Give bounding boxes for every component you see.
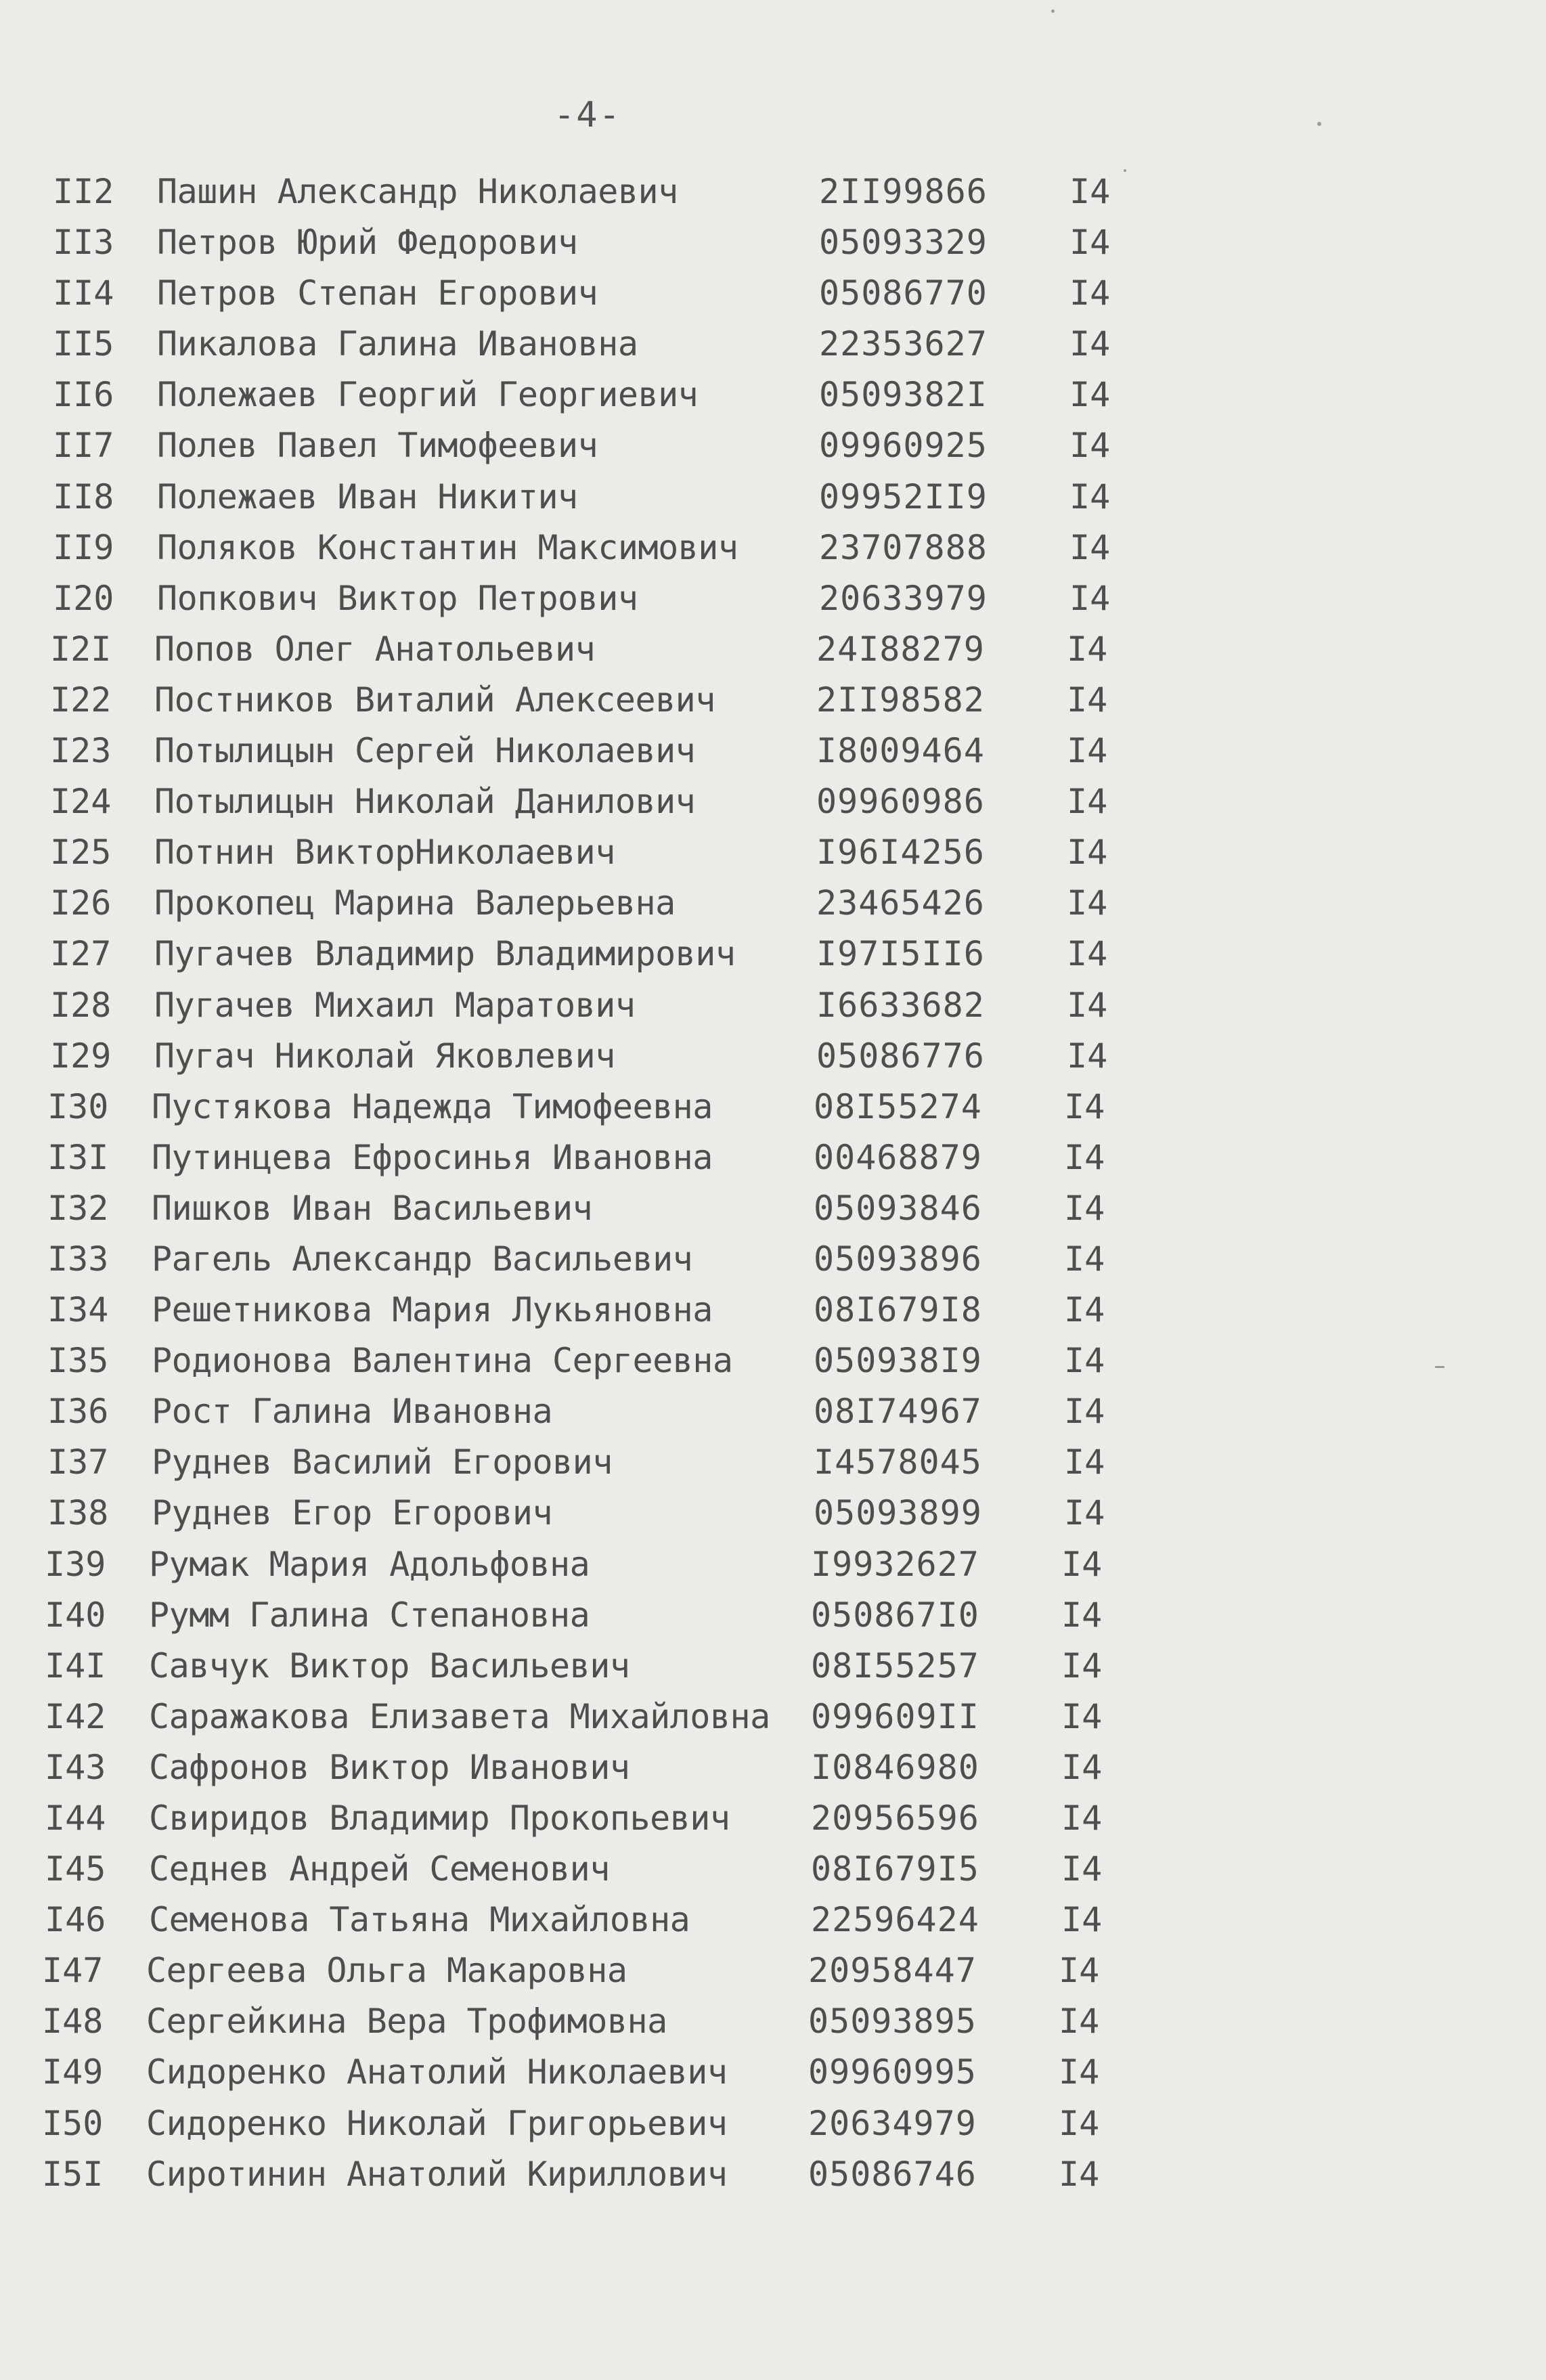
row-number: I44 xyxy=(45,1799,106,1838)
row-number: I22 xyxy=(50,680,112,720)
group-number: I4 xyxy=(1061,1799,1103,1838)
row-number: II7 xyxy=(53,426,114,466)
id-code: 08I55274 xyxy=(814,1086,982,1126)
row-number: I5I xyxy=(42,2154,104,2194)
list-row xyxy=(0,1996,1546,2047)
group-number: I4 xyxy=(1061,1544,1103,1584)
person-name: Полев Павел Тимофеевич xyxy=(157,426,598,466)
group-number: I4 xyxy=(1061,1646,1103,1685)
paper-speck xyxy=(1051,9,1055,13)
paper-speck xyxy=(1124,169,1126,172)
person-name: Пашин Александр Николаевич xyxy=(157,172,678,211)
row-number: I35 xyxy=(47,1341,109,1381)
group-number: I4 xyxy=(1067,731,1108,771)
list-row xyxy=(0,726,1546,776)
row-number: I2I xyxy=(50,629,112,669)
list-row xyxy=(0,1742,1546,1793)
id-code: 20633979 xyxy=(819,578,988,618)
list-row xyxy=(0,624,1546,675)
group-number: I4 xyxy=(1064,1392,1105,1432)
row-number: I30 xyxy=(47,1086,109,1126)
person-name: Прокопец Марина Валерьевна xyxy=(154,883,676,923)
row-number: I36 xyxy=(47,1392,109,1432)
person-name: Рост Галина Ивановна xyxy=(152,1392,553,1432)
row-number: I50 xyxy=(42,2103,104,2143)
id-code: 050938I9 xyxy=(814,1341,982,1381)
id-code: I6633682 xyxy=(816,985,985,1025)
id-code: 08I55257 xyxy=(811,1646,979,1685)
id-code: 20958447 xyxy=(808,1951,977,1991)
id-code: 23465426 xyxy=(816,883,985,923)
group-number: I4 xyxy=(1067,1036,1108,1076)
id-code: 05086770 xyxy=(819,273,988,313)
list-row xyxy=(0,827,1546,878)
id-code: 099609II xyxy=(811,1696,979,1736)
group-number: I4 xyxy=(1059,2154,1100,2194)
id-code: 20634979 xyxy=(808,2103,977,2143)
person-name: Савчук Виктор Васильевич xyxy=(149,1646,630,1685)
list-row xyxy=(0,523,1546,573)
person-name: Свиридов Владимир Прокопьевич xyxy=(149,1799,730,1838)
group-number: I4 xyxy=(1069,172,1111,211)
group-number: I4 xyxy=(1059,2002,1100,2042)
group-number: I4 xyxy=(1064,1188,1105,1228)
id-code: 08I679I8 xyxy=(814,1290,982,1330)
id-code: 050867I0 xyxy=(811,1595,979,1635)
list-row xyxy=(0,1132,1546,1183)
person-name: Румм Галина Степановна xyxy=(149,1595,590,1635)
id-code: 09960925 xyxy=(819,426,988,466)
group-number: I4 xyxy=(1067,883,1108,923)
person-name: Потылицын Николай Данилович xyxy=(154,782,696,822)
row-number: II8 xyxy=(53,477,114,516)
person-name: Пугачев Владимир Владимирович xyxy=(154,934,736,974)
person-name: Пишков Иван Васильевич xyxy=(152,1188,593,1228)
person-name: Седнев Андрей Семенович xyxy=(149,1849,610,1889)
list-row xyxy=(0,776,1546,827)
person-name: Саражакова Елизавета Михайловна xyxy=(149,1696,770,1736)
list-row xyxy=(0,1285,1546,1336)
person-name: Пустякова Надежда Тимофеевна xyxy=(152,1086,713,1126)
list-row xyxy=(0,1590,1546,1641)
group-number: I4 xyxy=(1069,477,1111,516)
row-number: I34 xyxy=(47,1290,109,1330)
list-row xyxy=(0,2098,1546,2149)
list-row xyxy=(0,1793,1546,1844)
group-number: I4 xyxy=(1067,782,1108,822)
group-number: I4 xyxy=(1064,1137,1105,1177)
row-number: I29 xyxy=(50,1036,112,1076)
person-name: Поляков Константин Максимович xyxy=(157,527,738,567)
list-row xyxy=(0,167,1546,217)
list-row xyxy=(0,929,1546,979)
list-row xyxy=(0,319,1546,370)
group-number: I4 xyxy=(1061,1849,1103,1889)
group-number: I4 xyxy=(1069,578,1111,618)
id-code: I96I4256 xyxy=(816,833,985,873)
group-number: I4 xyxy=(1064,1239,1105,1279)
group-number: I4 xyxy=(1061,1900,1103,1940)
row-number: I27 xyxy=(50,934,112,974)
row-number: I26 xyxy=(50,883,112,923)
person-name: Сидоренко Анатолий Николаевич xyxy=(146,2052,728,2092)
id-code: 24I88279 xyxy=(816,629,985,669)
row-number: II4 xyxy=(53,273,114,313)
list-row xyxy=(0,1539,1546,1590)
person-name: Сергеева Ольга Макаровна xyxy=(146,1951,627,1991)
id-code: 2II99866 xyxy=(819,172,988,211)
paper-speck xyxy=(1435,1366,1444,1368)
row-number: II5 xyxy=(53,324,114,364)
person-name: Пугачев Михаил Маратович xyxy=(154,985,636,1025)
list-row xyxy=(0,675,1546,726)
list-row xyxy=(0,1692,1546,1742)
row-number: I43 xyxy=(45,1747,106,1787)
group-number: I4 xyxy=(1061,1696,1103,1736)
id-code: I8009464 xyxy=(816,731,985,771)
row-number: I47 xyxy=(42,1951,104,1991)
person-name: Пугач Николай Яковлевич xyxy=(154,1036,615,1076)
row-number: I46 xyxy=(45,1900,106,1940)
group-number: I4 xyxy=(1067,629,1108,669)
group-number: I4 xyxy=(1067,985,1108,1025)
list-row xyxy=(0,1183,1546,1234)
page-number: -4- xyxy=(554,95,621,135)
id-code: 09960986 xyxy=(816,782,985,822)
list-row xyxy=(0,1641,1546,1692)
row-number: II2 xyxy=(53,172,114,211)
paper-speck xyxy=(1317,122,1321,126)
row-number: I28 xyxy=(50,985,112,1025)
person-name: Семенова Татьяна Михайловна xyxy=(149,1900,690,1940)
list-row xyxy=(0,1945,1546,1996)
list-row xyxy=(0,573,1546,624)
person-name: Петров Степан Егорович xyxy=(157,273,598,313)
person-name: Родионова Валентина Сергеевна xyxy=(152,1341,733,1381)
group-number: I4 xyxy=(1069,273,1111,313)
list-row xyxy=(0,1336,1546,1386)
list-row xyxy=(0,1082,1546,1132)
list-row xyxy=(0,217,1546,268)
person-name: Потнин ВикторНиколаевич xyxy=(154,833,615,873)
group-number: I4 xyxy=(1069,375,1111,415)
id-code: 05093329 xyxy=(819,223,988,263)
person-name: Сиротинин Анатолий Кириллович xyxy=(146,2154,728,2194)
list-row xyxy=(0,1234,1546,1285)
row-number: I20 xyxy=(53,578,114,618)
group-number: I4 xyxy=(1064,1341,1105,1381)
row-number: I38 xyxy=(47,1493,109,1533)
person-name: Сергейкина Вера Трофимовна xyxy=(146,2002,667,2042)
person-name: Руднев Василий Егорович xyxy=(152,1442,613,1482)
list-row xyxy=(0,1895,1546,1945)
id-code: I4578045 xyxy=(814,1442,982,1482)
row-number: II9 xyxy=(53,527,114,567)
list-row xyxy=(0,472,1546,523)
person-name: Попов Олег Анатольевич xyxy=(154,629,596,669)
id-code: 05086746 xyxy=(808,2154,977,2194)
list-row xyxy=(0,370,1546,420)
id-code: 08I679I5 xyxy=(811,1849,979,1889)
list-row xyxy=(0,1386,1546,1437)
list-row xyxy=(0,2149,1546,2200)
id-code: 23707888 xyxy=(819,527,988,567)
person-name: Рагель Александр Васильевич xyxy=(152,1239,693,1279)
group-number: I4 xyxy=(1067,680,1108,720)
row-number: I49 xyxy=(42,2052,104,2092)
person-name: Решетникова Мария Лукьяновна xyxy=(152,1290,713,1330)
group-number: I4 xyxy=(1069,426,1111,466)
list-row xyxy=(0,1488,1546,1539)
id-code: 08I74967 xyxy=(814,1392,982,1432)
group-number: I4 xyxy=(1067,934,1108,974)
id-code: 22353627 xyxy=(819,324,988,364)
row-number: I33 xyxy=(47,1239,109,1279)
person-name: Путинцева Ефросинья Ивановна xyxy=(152,1137,713,1177)
id-code: I9932627 xyxy=(811,1544,979,1584)
id-code: 05093899 xyxy=(814,1493,982,1533)
group-number: I4 xyxy=(1069,223,1111,263)
list-row xyxy=(0,268,1546,319)
person-name: Постников Виталий Алексеевич xyxy=(154,680,715,720)
person-name: Пикалова Галина Ивановна xyxy=(157,324,638,364)
group-number: I4 xyxy=(1064,1442,1105,1482)
list-row xyxy=(0,878,1546,929)
id-code: 09952II9 xyxy=(819,477,988,516)
list-row xyxy=(0,1437,1546,1488)
group-number: I4 xyxy=(1064,1290,1105,1330)
row-number: I48 xyxy=(42,2002,104,2042)
id-code: 0509382I xyxy=(819,375,988,415)
row-number: I37 xyxy=(47,1442,109,1482)
row-number: I39 xyxy=(45,1544,106,1584)
row-number: I4I xyxy=(45,1646,106,1685)
id-code: 05093896 xyxy=(814,1239,982,1279)
id-code: I0846980 xyxy=(811,1747,979,1787)
row-number: I24 xyxy=(50,782,112,822)
list-row xyxy=(0,1844,1546,1895)
id-code: 05086776 xyxy=(816,1036,985,1076)
row-number: I40 xyxy=(45,1595,106,1635)
row-number: I32 xyxy=(47,1188,109,1228)
group-number: I4 xyxy=(1064,1086,1105,1126)
row-number: I23 xyxy=(50,731,112,771)
person-name: Сидоренко Николай Григорьевич xyxy=(146,2103,728,2143)
id-code: I97I5II6 xyxy=(816,934,985,974)
row-number: I42 xyxy=(45,1696,106,1736)
row-number: I3I xyxy=(47,1137,109,1177)
row-number: II3 xyxy=(53,223,114,263)
person-name: Попкович Виктор Петрович xyxy=(157,578,638,618)
person-name: Руднев Егор Егорович xyxy=(152,1493,553,1533)
id-code: 22596424 xyxy=(811,1900,979,1940)
person-name: Полежаев Георгий Георгиевич xyxy=(157,375,699,415)
row-number: I45 xyxy=(45,1849,106,1889)
group-number: I4 xyxy=(1067,833,1108,873)
person-name: Потылицын Сергей Николаевич xyxy=(154,731,696,771)
group-number: I4 xyxy=(1069,324,1111,364)
id-code: 00468879 xyxy=(814,1137,982,1177)
group-number: I4 xyxy=(1061,1595,1103,1635)
name-list xyxy=(0,167,1546,2200)
group-number: I4 xyxy=(1059,2103,1100,2143)
row-number: II6 xyxy=(53,375,114,415)
person-name: Сафронов Виктор Иванович xyxy=(149,1747,630,1787)
person-name: Полежаев Иван Никитич xyxy=(157,477,578,516)
group-number: I4 xyxy=(1069,527,1111,567)
row-number: I25 xyxy=(50,833,112,873)
id-code: 09960995 xyxy=(808,2052,977,2092)
group-number: I4 xyxy=(1059,1951,1100,1991)
group-number: I4 xyxy=(1059,2052,1100,2092)
group-number: I4 xyxy=(1064,1493,1105,1533)
list-row xyxy=(0,2047,1546,2098)
id-code: 05093895 xyxy=(808,2002,977,2042)
id-code: 05093846 xyxy=(814,1188,982,1228)
group-number: I4 xyxy=(1061,1747,1103,1787)
id-code: 20956596 xyxy=(811,1799,979,1838)
list-row xyxy=(0,420,1546,471)
person-name: Петров Юрий Федорович xyxy=(157,223,578,263)
list-row xyxy=(0,1031,1546,1082)
id-code: 2II98582 xyxy=(816,680,985,720)
person-name: Румак Мария Адольфовна xyxy=(149,1544,590,1584)
list-row xyxy=(0,980,1546,1031)
